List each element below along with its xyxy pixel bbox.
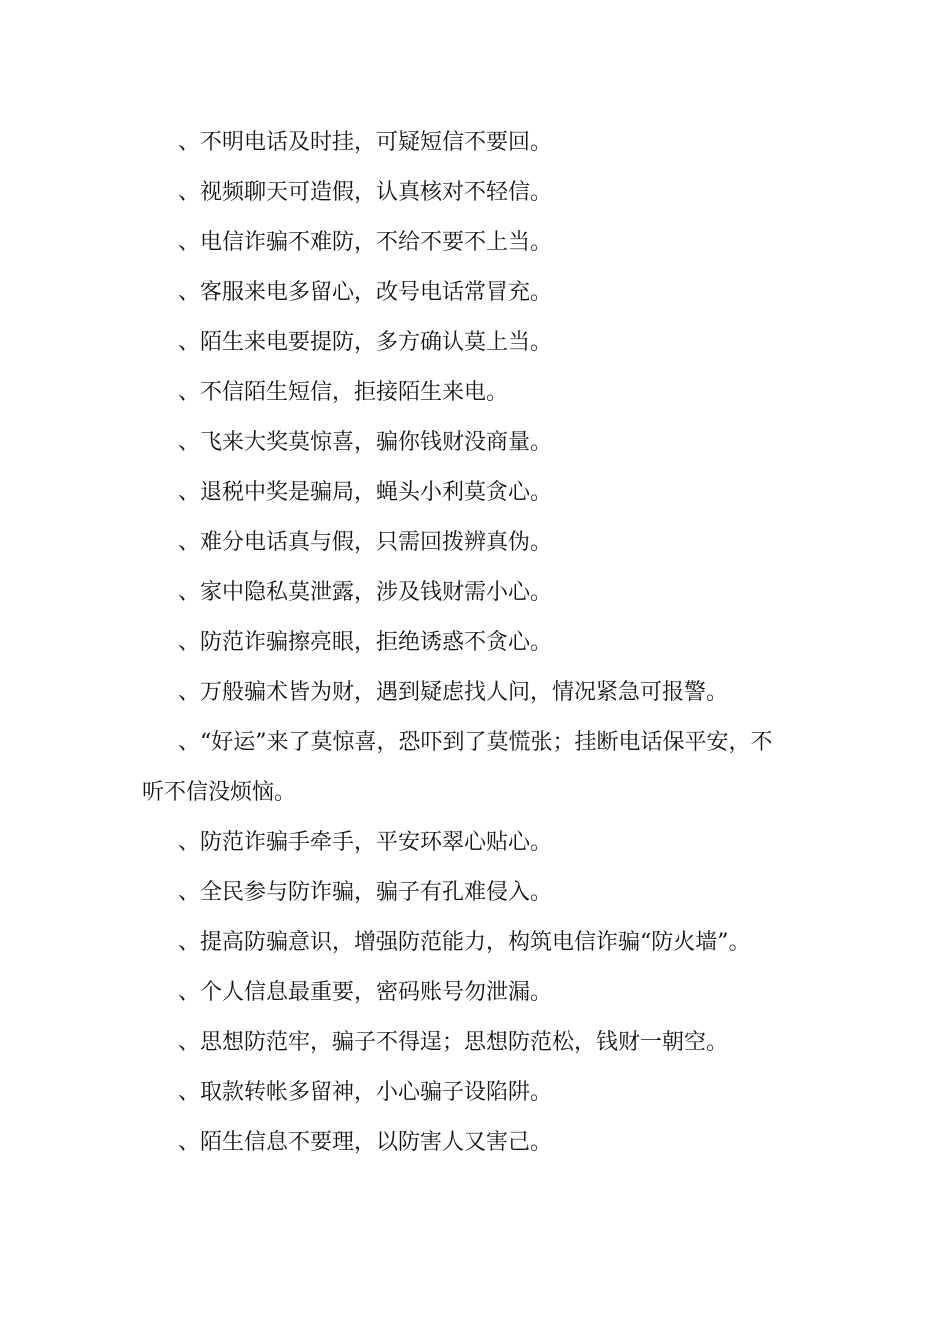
slogan-line: 、万般骗术皆为财，遇到疑虑找人问，情况紧急可报警。 [178, 680, 729, 705]
slogan-line: 、不明电话及时挂，可疑短信不要回。 [178, 130, 553, 155]
slogan-line: 、防范诈骗手牵手，平安环翠心贴心。 [178, 830, 553, 855]
slogan-line: 、防范诈骗擦亮眼，拒绝诱惑不贪心。 [178, 630, 553, 655]
slogan-line: 、提高防骗意识，增强防范能力，构筑电信诈骗“防火墙”。 [178, 930, 751, 955]
slogan-line: 、全民参与防诈骗，骗子有孔难侵入。 [178, 880, 553, 905]
slogan-line: 、陌生来电要提防，多方确认莫上当。 [178, 330, 553, 355]
slogan-line-continuation: 听不信没烦恼。 [142, 780, 297, 805]
slogan-line: 、陌生信息不要理，以防害人又害己。 [178, 1130, 553, 1155]
slogan-line: 、取款转帐多留神，小心骗子设陷阱。 [178, 1080, 553, 1105]
slogan-line: 、难分电话真与假，只需回拨辨真伪。 [178, 530, 553, 555]
slogan-line: 、视频聊天可造假，认真核对不轻信。 [178, 180, 553, 205]
slogan-line: 、思想防范牢，骗子不得逞；思想防范松，钱财一朝空。 [178, 1030, 729, 1055]
slogan-line: 、家中隐私莫泄露，涉及钱财需小心。 [178, 580, 553, 605]
slogan-line: 、退税中奖是骗局，蝇头小利莫贪心。 [178, 480, 553, 505]
slogan-line: 、客服来电多留心，改号电话常冒充。 [178, 280, 553, 305]
slogan-line: 、电信诈骗不难防，不给不要不上当。 [178, 230, 553, 255]
slogan-line: 、飞来大奖莫惊喜，骗你钱财没商量。 [178, 430, 553, 455]
slogan-list [142, 118, 822, 1168]
slogan-line: 、不信陌生短信，拒接陌生来电。 [178, 380, 509, 405]
slogan-line: 、“好运”来了莫惊喜，恐吓到了莫慌张；挂断电话保平安，不 [178, 730, 773, 755]
slogan-line: 、个人信息最重要，密码账号勿泄漏。 [178, 980, 553, 1005]
